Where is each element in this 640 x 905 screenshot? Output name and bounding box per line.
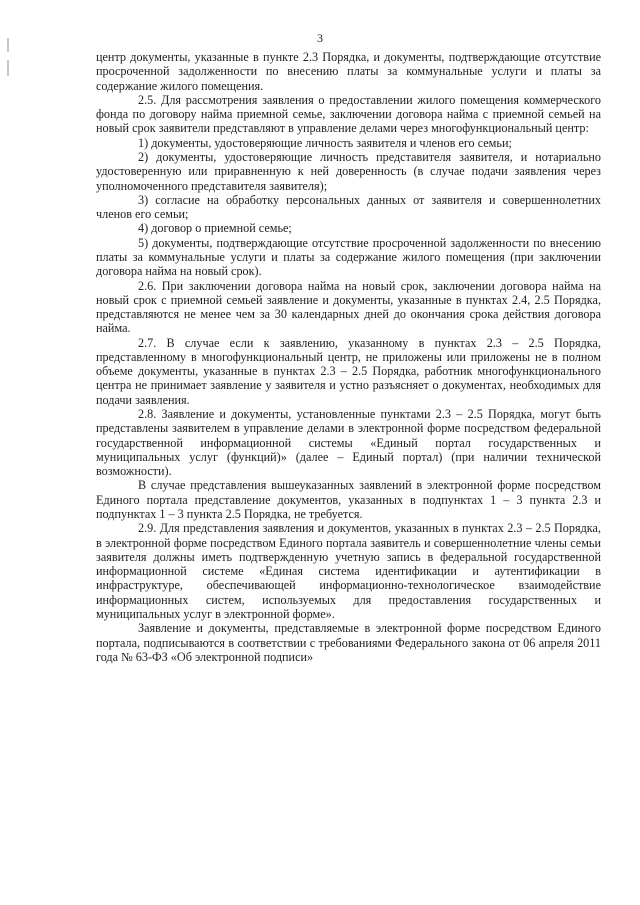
paragraph: 1) документы, удостоверяющие личность заявителя и членов его семьи;: [138, 135, 512, 150]
paragraph: центр документы, указанные в пункте 2.3 Порядка, и документы, подтверждающие отсутствие просроченной задолженности по внесению платы за коммунальные услуги и платы за содержание жилого помещения.: [96, 50, 601, 93]
paragraph: 4) договор о приемной семье;: [138, 221, 292, 236]
paragraph: 2) документы, удостоверяющие личность представителя заявителя, и нотариально удостоверенную или приравненную к ней доверенность (в случае подачи заявления через уполномоченного представителя заявителя);: [96, 149, 601, 193]
paragraph: 2.6. При заключении договора найма на новый срок, заключении договора найма на новый срок с приемной семьей заявление и документы, указанные в пунктах 2.4, 2.5 Порядка, представляются не менее чем за 30 календарных дней до окончания срока действия договора найма.: [96, 278, 601, 336]
page-number: 3: [317, 31, 323, 45]
paragraph: 5) документы, подтверждающие отсутствие просроченной задолженности по внесению платы за коммунальные услуги и платы за содержание жилого помещения (при заключении договора найма на новый срок).: [96, 235, 601, 279]
paragraph: 2.9. Для представления заявления и документов, указанных в пунктах 2.3 – 2.5 Порядка, в электронной форме посредством Единого портала заявитель и совершеннолетние члены семьи заявителя должны иметь подтвержденную учетную запись в федеральной государственной информационной системе «Единая система идентификации и аутентификации в инфраструктуре, обеспечивающей информационно-технологическое взаимодействие информационных систем, используемых для предоставления государственных и муниципальных услуг в электронной форме».: [96, 521, 601, 621]
scan-margin-mark: [7, 60, 9, 76]
paragraph: В случае представления вышеуказанных заявлений в электронной форме посредством Единого портала представление документов, указанных в подпунктах 1 – 3 пункта 2.3 и подпунктах 1 – 3 пункта 2.5 Порядка, не требуется.: [96, 478, 601, 521]
document-body: [96, 50, 601, 664]
paragraph: 2.5. Для рассмотрения заявления о предоставлении жилого помещения коммерческого фонда по договору найма приемной семье, заключении договора найма с приемной семьей на новый срок заявители представляют в управление делами через многофункциональный центр:: [96, 92, 601, 136]
paragraph: 3) согласие на обработку персональных данных от заявителя и совершеннолетних членов его семьи;: [96, 192, 601, 222]
paragraph: Заявление и документы, представляемые в электронной форме посредством Единого портала, подписываются в соответствии с требованиями Федерального закона от 06 апреля 2011 года № 63-ФЗ «Об электронной подписи»: [96, 621, 601, 664]
paragraph: 2.8. Заявление и документы, установленные пунктами 2.3 – 2.5 Порядка, могут быть представлены заявителем в управление делами в электронной форме посредством федеральной государственной информационной системы «Единый портал государственных и муниципальных услуг (функций)» (далее – Единый портал) (при наличии технической возможности).: [96, 407, 601, 479]
paragraph: 2.7. В случае если к заявлению, указанному в пунктах 2.3 – 2.5 Порядка, представленному в многофункциональный центр, не приложены или приложены не в полном объеме документы, указанные в пунктах 2.3 – 2.5 Порядка, работник многофункционального центра не принимает заявление у заявителя и устно разъясняет о документах, необходимых для подачи заявления.: [96, 335, 601, 407]
